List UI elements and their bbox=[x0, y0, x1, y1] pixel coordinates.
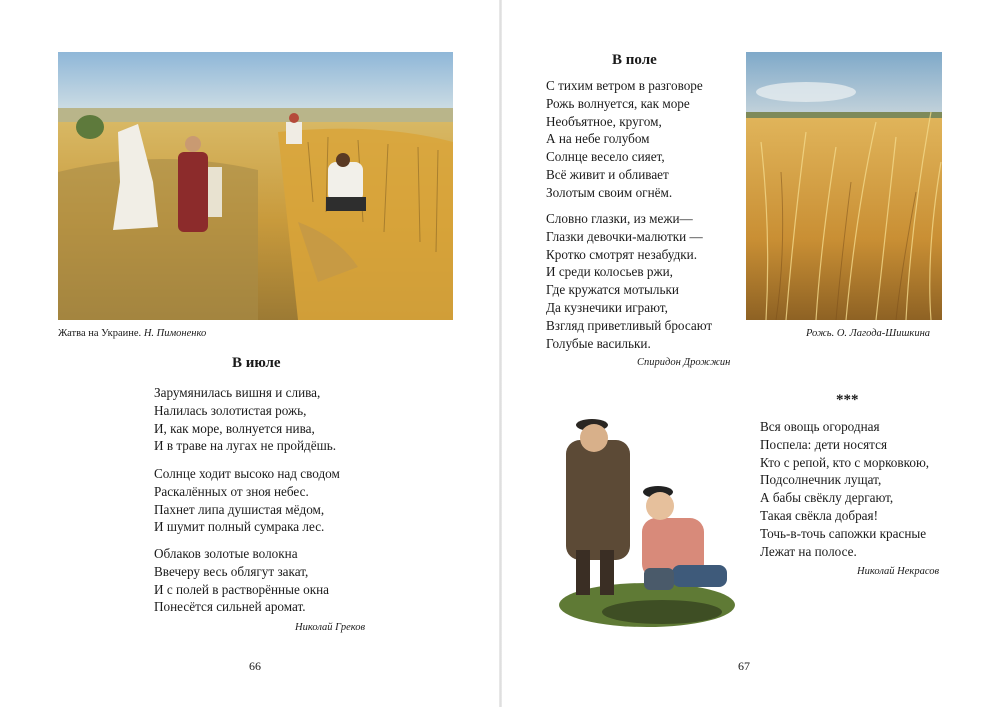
poem-line: Солнце ходит высоко над сводом bbox=[154, 466, 340, 481]
stanza-2 bbox=[154, 465, 340, 536]
poem-line: Подсолнечник лущат, bbox=[760, 472, 882, 488]
poem-line: Вся овощь огородная bbox=[760, 419, 880, 434]
poem-line: Лежат на полосе. bbox=[760, 543, 857, 559]
poem-line: Золотым своим огнём. bbox=[546, 184, 673, 200]
poem-author-grekov: Николай Греков bbox=[295, 622, 366, 633]
poem-line: Взгляд приветливый бросают bbox=[546, 317, 713, 333]
poem-line: Ввечеру весь облягут закат, bbox=[154, 563, 309, 579]
stanza-2 bbox=[546, 210, 712, 352]
harvest-painting-caption: Жатва на Украине. Н. Пимоненко bbox=[58, 328, 207, 339]
poem-line: А на небе голубом bbox=[546, 131, 650, 147]
poem-line: И в траве на лугах не пройдёшь. bbox=[154, 438, 337, 454]
rye-painting-caption: Рожь. О. Лагода-Шишкина bbox=[806, 328, 931, 339]
stanza-1 bbox=[760, 418, 929, 560]
poem-line: Облаков золотые волокна bbox=[154, 546, 298, 561]
poem-line: Словно глазки, из межи— bbox=[546, 211, 693, 226]
poem-line: Необъятное, кругом, bbox=[546, 113, 662, 129]
rye-painting bbox=[746, 52, 942, 320]
poem-line: Да кузнечики играют, bbox=[546, 299, 668, 315]
poem-line: Поспела: дети носятся bbox=[760, 436, 888, 452]
stanza-3 bbox=[154, 545, 329, 616]
poem-title-asterisks: *** bbox=[836, 392, 859, 408]
poem-line: И среди колосьев ржи, bbox=[546, 264, 673, 280]
poem-line: Пахнет липа душистая мёдом, bbox=[154, 501, 325, 517]
page-number-left: 66 bbox=[249, 659, 261, 673]
poem-line: Солнце весело сияет, bbox=[546, 149, 665, 165]
poem-line: Всё живит и обливает bbox=[546, 166, 669, 182]
poem-line: И, как море, волнуется нива, bbox=[154, 420, 315, 436]
poem-line: И с полей в растворённые окна bbox=[154, 581, 330, 597]
poem-title-v-pole: В поле bbox=[612, 52, 657, 68]
stanza-1 bbox=[546, 77, 703, 202]
poem-line: Понесётся сильней аромат. bbox=[154, 599, 306, 615]
poem-line: Такая свёкла добрая! bbox=[760, 507, 878, 523]
harvest-painting bbox=[58, 52, 453, 320]
page-number-right: 67 bbox=[738, 659, 750, 673]
poem-title-v-iyule: В июле bbox=[232, 355, 281, 371]
poem-author-drozhzhin: Спиридон Дрожжин bbox=[637, 357, 731, 368]
poem-line: И шумит полный сумрака лес. bbox=[154, 519, 325, 535]
poem-line: Кто с репой, кто с морковкою, bbox=[760, 454, 930, 470]
poem-line: Где кружатся мотыльки bbox=[546, 282, 679, 298]
poem-line: Раскалённых от зноя небес. bbox=[154, 483, 309, 499]
poem-line: Глазки девочки-малютки — bbox=[546, 228, 703, 244]
poem-line: Налилась золотистая рожь, bbox=[154, 402, 307, 418]
boys-illustration bbox=[552, 400, 738, 630]
poem-line: С тихим ветром в разговоре bbox=[546, 78, 703, 93]
poem-line: Голубые васильки. bbox=[546, 335, 651, 351]
poem-line: Рожь волнуется, как море bbox=[546, 95, 690, 111]
poem-line: Зарумянилась вишня и слива, bbox=[154, 385, 321, 400]
poem-author-nekrasov: Николай Некрасов bbox=[857, 566, 940, 577]
stanza-1 bbox=[154, 384, 336, 455]
poem-line: А бабы свёклу дергают, bbox=[760, 490, 894, 506]
book-gutter bbox=[499, 0, 502, 707]
poem-line: Кротко смотрят незабудки. bbox=[546, 246, 698, 262]
poem-line: Точь-в-точь сапожки красные bbox=[760, 525, 927, 541]
